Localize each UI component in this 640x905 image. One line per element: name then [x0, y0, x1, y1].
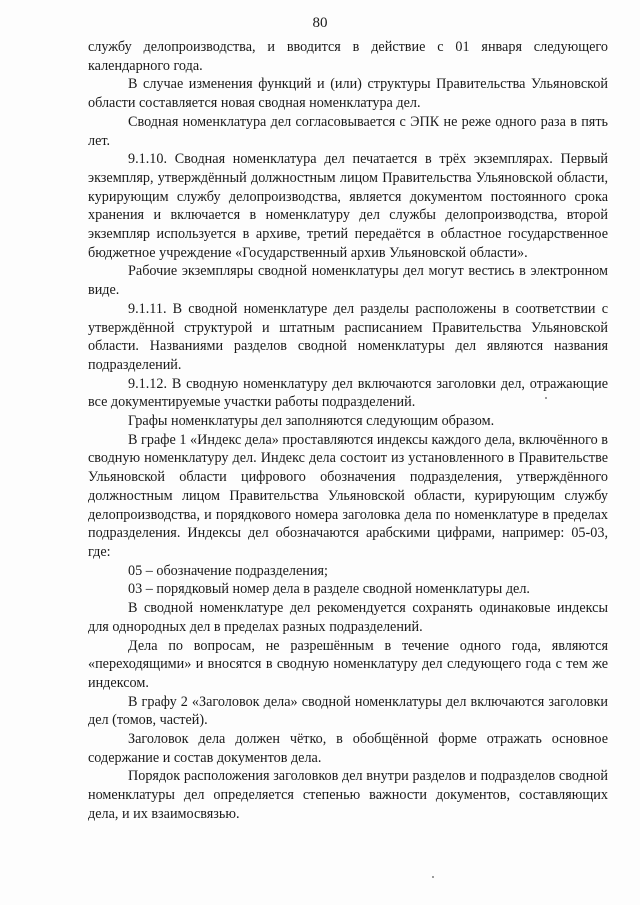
paragraph: В случае изменения функций и (или) структуры Правительства Ульяновской области составляется новая сводная номенклатура дел. — [88, 76, 608, 112]
page-number: 80 — [312, 15, 328, 31]
document-body — [88, 38, 608, 824]
paragraph: службу делопроизводства, и вводится в действие с 01 января следующего календарного года. — [88, 39, 608, 74]
list-item: 05 – обозначение подразделения; — [128, 562, 328, 579]
paragraph: Заголовок дела должен чётко, в обобщённой форме отражать основное содержание и состав документов дела. — [88, 731, 608, 766]
list-item: 03 – порядковый номер дела в разделе сводной номенклатуры дел. — [128, 581, 530, 598]
paragraph-section-9-1-12: 9.1.12. В сводную номенклатуру дел включаются заголовки дел, отражающие все документируемые участки работы подразделений. — [88, 375, 608, 411]
paragraph-section-9-1-10: 9.1.10. Сводная номенклатура дел печатается в трёх экземплярах. Первый экземпляр, утверждённый должностным лицом Правительства Ульяновской области, курирующим службу делопроизводства, является документом постоянного срока хранения и включается в номенклатуру дел службы делопроизводства, второй экземпляр используется в архиве, третий передаётся в областное государственное бюджетное учреждение «Государственный архив Ульяновской области». — [88, 151, 608, 261]
paragraph: Порядок расположения заголовков дел внутри разделов и подразделов сводной номенклатуры дел определяется степенью важности документов, составляющих дела, и их взаимосвязью. — [88, 768, 608, 822]
paragraph: В сводной номенклатуре дел рекомендуется сохранять одинаковые индексы для однородных дел в пределах разных подразделений. — [88, 600, 608, 635]
paragraph: В графе 1 «Индекс дела» проставляются индексы каждого дела, включённого в сводную номенклатуру дел. Индекс дела состоит из установленного в Правительстве Ульяновской области цифрового обозначения подразделения, утверждённого должностным лицом Правительства Ульяновской области, курирующим службу делопроизводства, и порядкового номера заголовка дела по номенклатуре в пределах подразделения. Индексы дел обозначаются арабскими цифрами, например: 05-03, где: — [88, 431, 608, 560]
paragraph: Рабочие экземпляры сводной номенклатуры дел могут вестись в электронном виде. — [88, 263, 608, 299]
paragraph-section-9-1-11: 9.1.11. В сводной номенклатуре дел разделы расположены в соответствии с утверждённой структурой и штатным расписанием Правительства Ульяновской области. Названиями разделов сводной номенклатуры дел являются названия подразделений. — [88, 300, 608, 373]
scan-speck — [545, 397, 547, 399]
scan-speck — [432, 876, 434, 878]
paragraph: Графы номенклатуры дел заполняются следующим образом. — [128, 413, 495, 430]
paragraph: В графу 2 «Заголовок дела» сводной номенклатуры дел включаются заголовки дел (томов, частей). — [88, 693, 608, 729]
paragraph: Дела по вопросам, не разрешённым в течение одного года, являются «переходящими» и вносятся в сводную номенклатуру дел следующего года с тем же индексом. — [88, 637, 608, 691]
paragraph: Сводная номенклатура дел согласовывается с ЭПК не реже одного раза в пять лет. — [88, 113, 608, 149]
